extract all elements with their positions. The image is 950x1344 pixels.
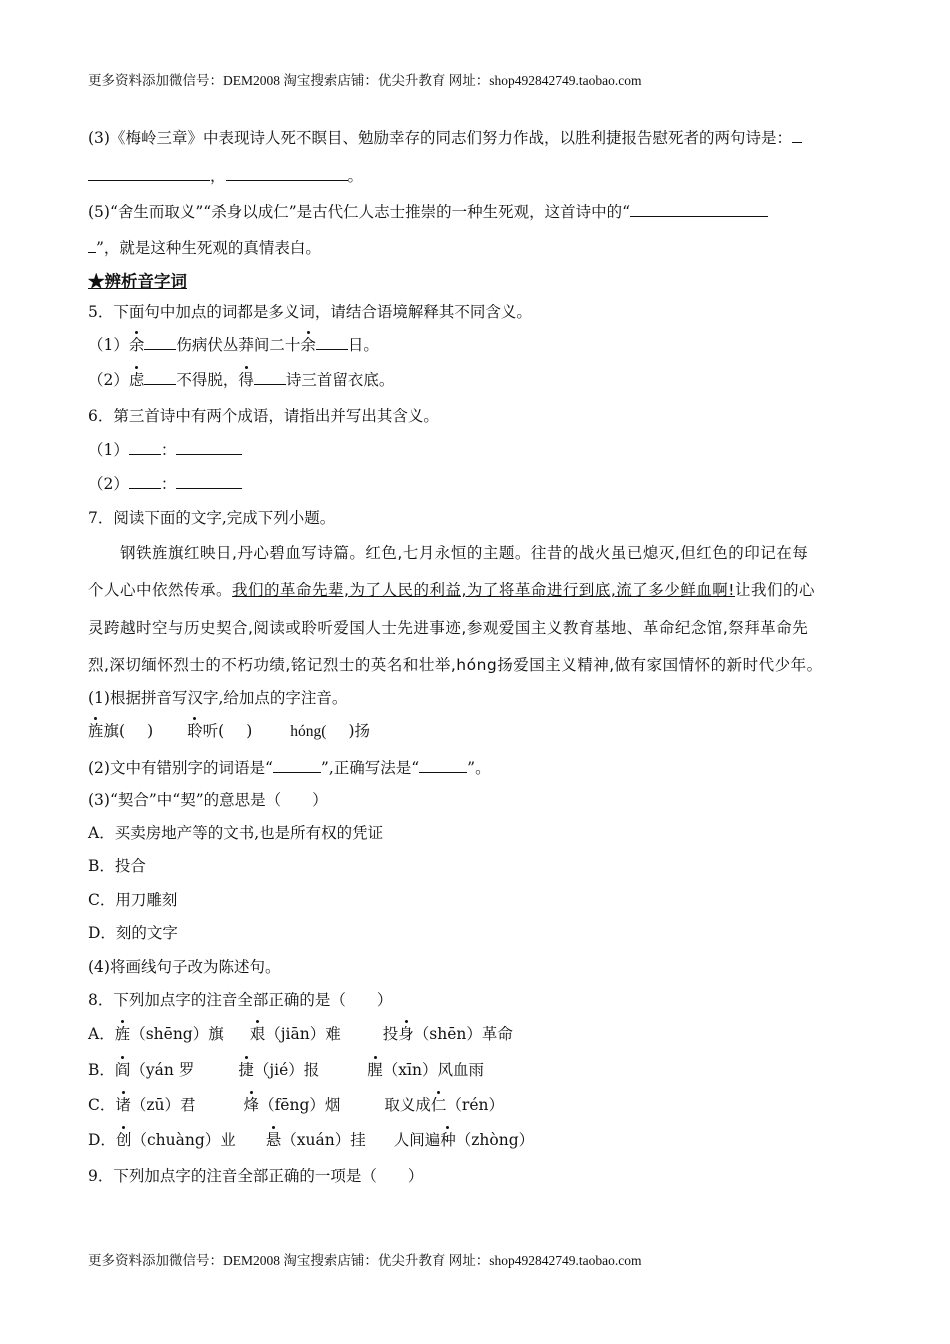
answer-blank (88, 238, 96, 253)
answer-blank (129, 474, 161, 489)
answer-blank (792, 128, 802, 143)
q6-item-2: （2） ： (88, 474, 242, 494)
q6-item-1: （1） ： (88, 440, 242, 460)
answer-blank (226, 166, 348, 181)
q8-stem: 8．下列加点字的注音全部正确的是（ ） (88, 991, 393, 1009)
underlined-sentence: 我们的革命先辈,为了人民的利益,为了将革命进行到底,流了多少鲜血啊! (232, 581, 736, 599)
q4-part3-blanks: ， 。 (88, 166, 363, 186)
answer-blank (176, 474, 242, 489)
q5-stem: 5．下面句中加点的词都是多义词，请结合语境解释其不同含义。 (88, 303, 532, 321)
answer-blank (254, 370, 286, 385)
answer-blank (144, 370, 176, 385)
page-header: 更多资料添加微信号：DEM2008 淘宝搜索店铺：优尖升教育 网址：shop492842749.taobao.com (88, 73, 642, 88)
option-d: D．刻的文字 (88, 924, 178, 942)
page-footer: 更多资料添加微信号：DEM2008 淘宝搜索店铺：优尖升教育 网址：shop492842749.taobao.com (88, 1253, 642, 1268)
answer-blank (316, 335, 348, 350)
q8-option-b: B．阎（yán 罗 捷（jié）报 腥（xīn）风血雨 (88, 1061, 484, 1079)
passage-line-1: 钢铁旌旗红映日,丹心碧血写诗篇。红色,七月永恒的主题。往昔的战火虽已熄灭,但红色的印记在每 (120, 544, 809, 562)
q7-stem: 7．阅读下面的文字,完成下列小题。 (88, 509, 336, 527)
answer-blank (419, 758, 467, 773)
section-title: ★辨析音字词 (88, 272, 187, 291)
answer-blank (273, 758, 321, 773)
q7-sub-1: (1)根据拼音写汉字,给加点的字注音。 (88, 689, 348, 707)
q8-option-c: C．诸（zū）君 烽（fēng）烟 取义成仁（rén） (88, 1096, 504, 1114)
q4-part5: (5)“舍生而取义”“杀身以成仁”是古代仁人志士推崇的一种生死观，这首诗中的“ (88, 202, 768, 222)
q7-sub-3: (3)“契合”中“契”的意思是（ ） (88, 791, 328, 809)
option-a: A．买卖房地产等的文书,也是所有权的凭证 (88, 824, 384, 842)
q8-option-a: A．旌（shēng）旗 艰（jiān）难 投身（shēn）革命 (88, 1025, 513, 1043)
answer-blank (88, 166, 210, 181)
option-c: C．用刀雕刻 (88, 891, 178, 909)
q4-part3: (3)《梅岭三章》中表现诗人死不瞑目、勉励幸存的同志们努力作战，以胜利捷报告慰死者的两句诗是： (88, 128, 802, 148)
passage-line-3: 灵跨越时空与历史契合,阅读或聆听爱国人士先进事迹,参观爱国主义教育基地、革命纪念馆,祭拜革命先 (88, 619, 809, 637)
passage-line-2: 个人心中依然传承。我们的革命先辈,为了人民的利益,为了将革命进行到底,流了多少鲜血啊!让我们的心 (88, 581, 816, 599)
q8-option-d: D．创（chuàng）业 悬（xuán）挂 人间遍种（zhòng） (88, 1131, 535, 1149)
answer-blank (144, 335, 176, 350)
q7-sub-1-items: 旌旗( ) 聆听( ) hóng( )扬 (88, 722, 371, 740)
q7-sub-2: (2)文中有错别字的词语是“ ”,正确写法是“ ”。 (88, 759, 491, 777)
option-b: B．投合 (88, 857, 146, 875)
q7-sub-4: (4)将画线句子改为陈述句。 (88, 958, 281, 976)
answer-blank (129, 440, 161, 455)
q5-item-2: （2）虑 不得脱，得 诗三首留衣底。 (88, 371, 395, 389)
q6-stem: 6．第三首诗中有两个成语，请指出并写出其含义。 (88, 407, 439, 425)
q5-item-1: （1）余 伤病伏丛莽间二十余 日。 (88, 336, 379, 354)
q4-part5-cont: ”，就是这种生死观的真情表白。 (88, 238, 321, 258)
answer-blank (176, 440, 242, 455)
answer-blank (630, 202, 768, 217)
passage-line-4: 烈,深切缅怀烈士的不朽功绩,铭记烈士的英名和壮举,hóng扬爱国主义精神,做有家国情怀的新时代少年。 (88, 656, 823, 674)
q9-stem: 9．下列加点字的注音全部正确的一项是（ ） (88, 1167, 424, 1185)
